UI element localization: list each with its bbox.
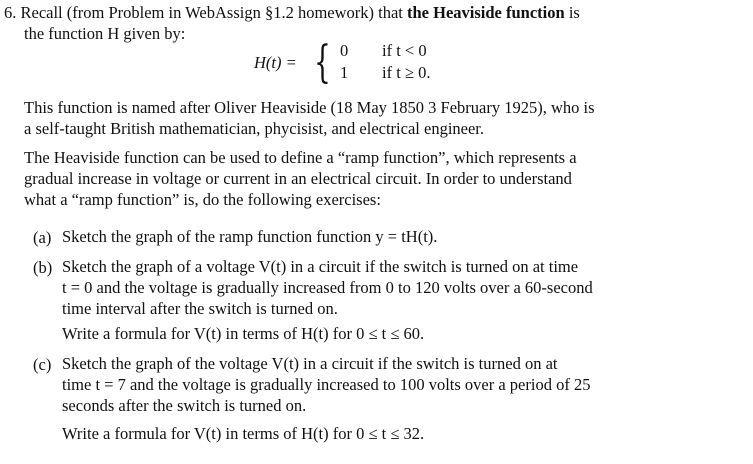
item-b-line1: Sketch the graph of a voltage V(t) in a circuit if the switch is turned on at time [62,257,579,276]
item-b-line3: time interval after the switch is turned on. [62,299,338,318]
para1-line1: This function is named after Oliver Heaviside (18 May 1850 3 February 1925), who is [24,98,595,117]
para2-line1: The Heaviside function can be used to define a “ramp function”, which represents a [24,148,577,167]
case1-condition: if t < 0 [382,41,427,60]
para1-line2: a self-taught British mathematician, phycisist, and electrical engineer. [24,119,485,138]
item-c-label: (c) [33,355,52,374]
item-c-line3: seconds after the switch is turned on. [62,396,307,415]
item-c-followup: Write a formula for V(t) in terms of H(t) for 0 ≤ t ≤ 32. [62,424,425,443]
intro-bold-term: the Heaviside function [407,3,565,22]
case2-condition: if t ≥ 0. [382,63,431,82]
intro-prefix: Recall (from Problem in WebAssign §1.2 homework) that [20,3,408,22]
left-brace: { [314,37,331,88]
equation-lhs: H(t) = [254,53,297,72]
problem-intro-line1 [4,3,580,23]
heaviside-equation [254,37,554,88]
item-a-line1: Sketch the graph of the ramp function function y = tH(t). [62,227,438,246]
item-b-followup: Write a formula for V(t) in terms of H(t) for 0 ≤ t ≤ 60. [62,324,425,343]
para2-line2: gradual increase in voltage or current in an electrical circuit. In order to understand [24,169,572,188]
case2-value: 1 [340,63,349,82]
case1-value: 0 [340,41,349,60]
problem-intro-line2: the function H given by: [24,24,186,43]
item-b-line2: t = 0 and the voltage is gradually increased from 0 to 120 volts over a 60-second [62,278,593,297]
intro-suffix: is [564,3,580,22]
item-c-line2: time t = 7 and the voltage is gradually increased to 100 volts over a period of 25 [62,375,591,394]
item-a-label: (a) [33,228,52,247]
item-b-label: (b) [33,258,53,277]
para2-line3: what a “ramp function” is, do the following exercises: [24,190,381,209]
problem-number: 6. [4,3,17,22]
item-c-line1: Sketch the graph of the voltage V(t) in a circuit if the switch is turned on at [62,354,558,373]
